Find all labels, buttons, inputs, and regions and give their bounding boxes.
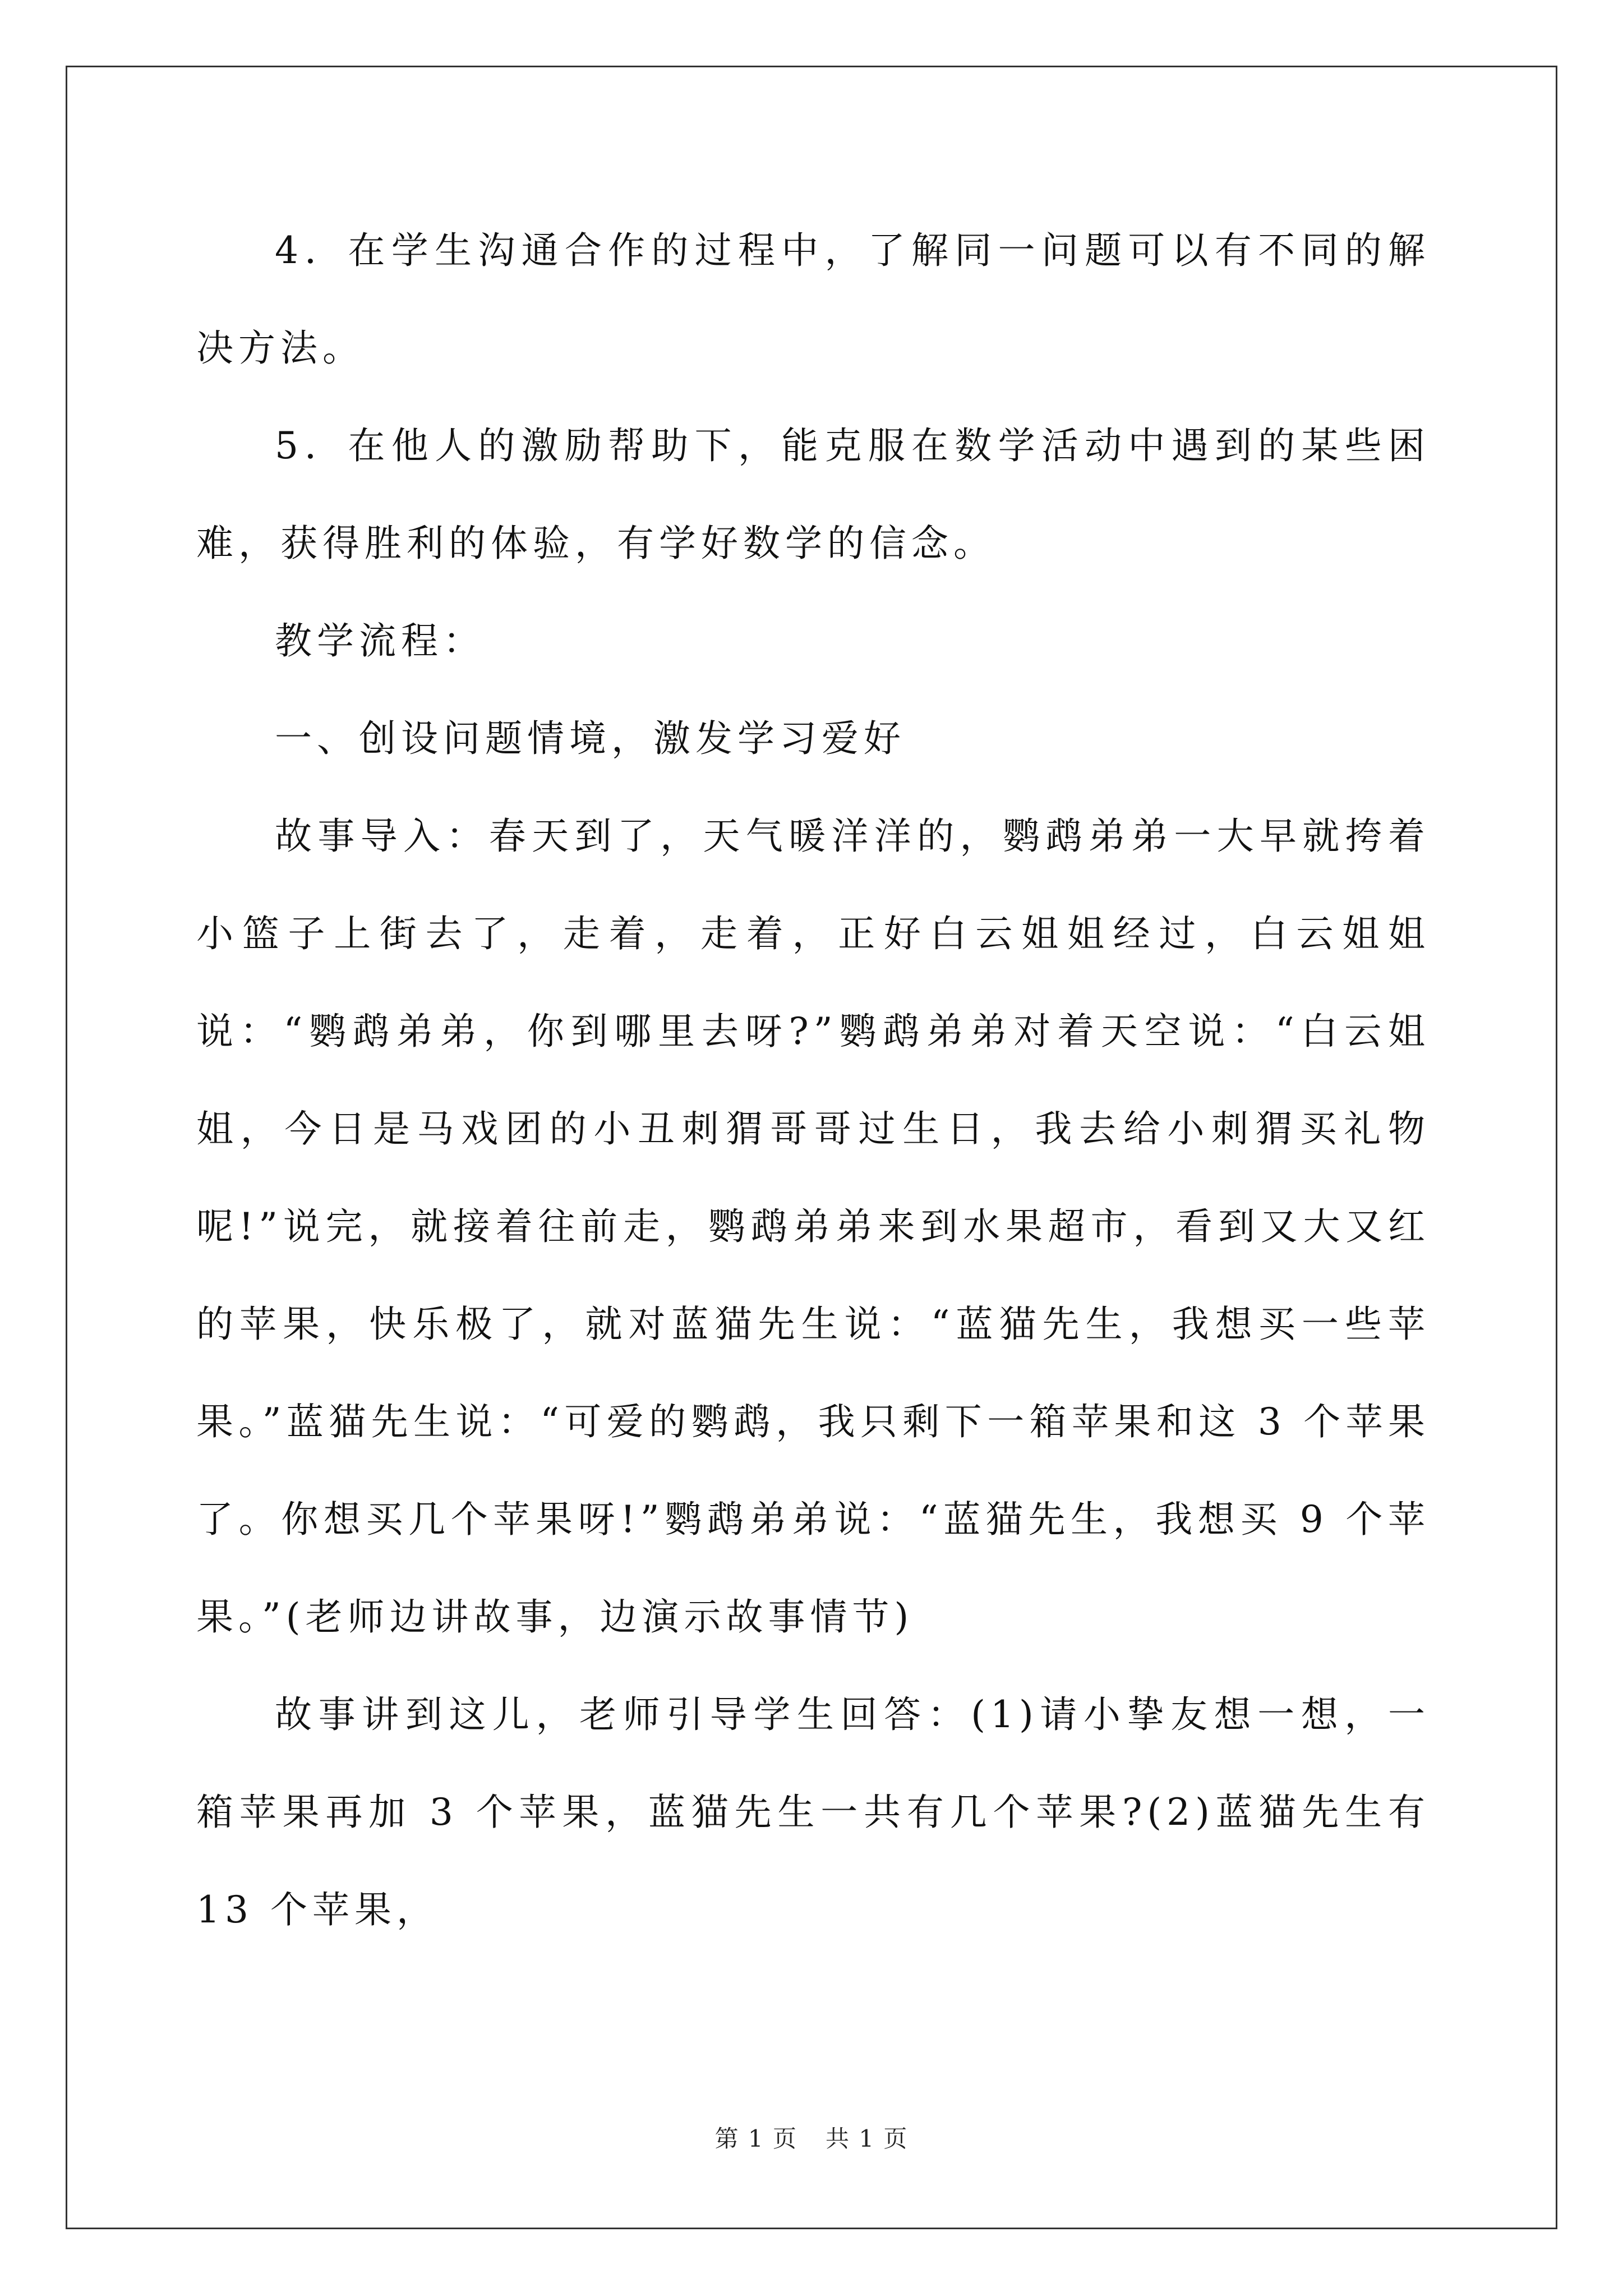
page-total: 共 1 页: [826, 2125, 909, 2152]
heading-section-1: 一、创设问题情境，激发学习爱好: [275, 717, 906, 760]
heading-teaching-process: 教学流程：: [275, 619, 485, 662]
page-footer: [0, 2125, 1623, 2153]
document-body: [196, 202, 1430, 1959]
paragraph-objective-5: 5．在他人的激励帮助下，能克服在数学活动中遇到的某些困难，获得胜利的体验，有学好数学的信念。: [196, 424, 1430, 565]
page-number: 第 1 页: [714, 2125, 797, 2152]
paragraph-story-intro: 故事导入：春天到了，天气暖洋洋的，鹦鹉弟弟一大早就挎着小篮子上街去了，走着，走着，正好白云姐姐经过，白云姐姐说：“鹦鹉弟弟，你到哪里去呀?”鹦鹉弟弟对着天空说：“白云姐姐，今日是马戏团的小丑刺猬哥哥过生日，我去给小刺猬买礼物呢!”说完，就接着往前走，鹦鹉弟弟来到水果超市，看到又大又红的苹果，快乐极了，就对蓝猫先生说：“蓝猫先生，我想买一些苹果。”蓝猫先生说：“可爱的鹦鹉，我只剩下一箱苹果和这 3 个苹果了。你想买几个苹果呀!”鹦鹉弟弟说：“蓝猫先生，我想买 9 个苹果。”(老师边讲故事，边演示故事情节): [196, 815, 1430, 1639]
paragraph-objective-4: 4．在学生沟通合作的过程中，了解同一问题可以有不同的解决方法。: [196, 229, 1430, 370]
paragraph-story-questions: 故事讲到这儿，老师引导学生回答：(1)请小挚友想一想，一箱苹果再加 3 个苹果，蓝猫先生一共有几个苹果?(2)蓝猫先生有 13 个苹果，: [196, 1693, 1430, 1931]
